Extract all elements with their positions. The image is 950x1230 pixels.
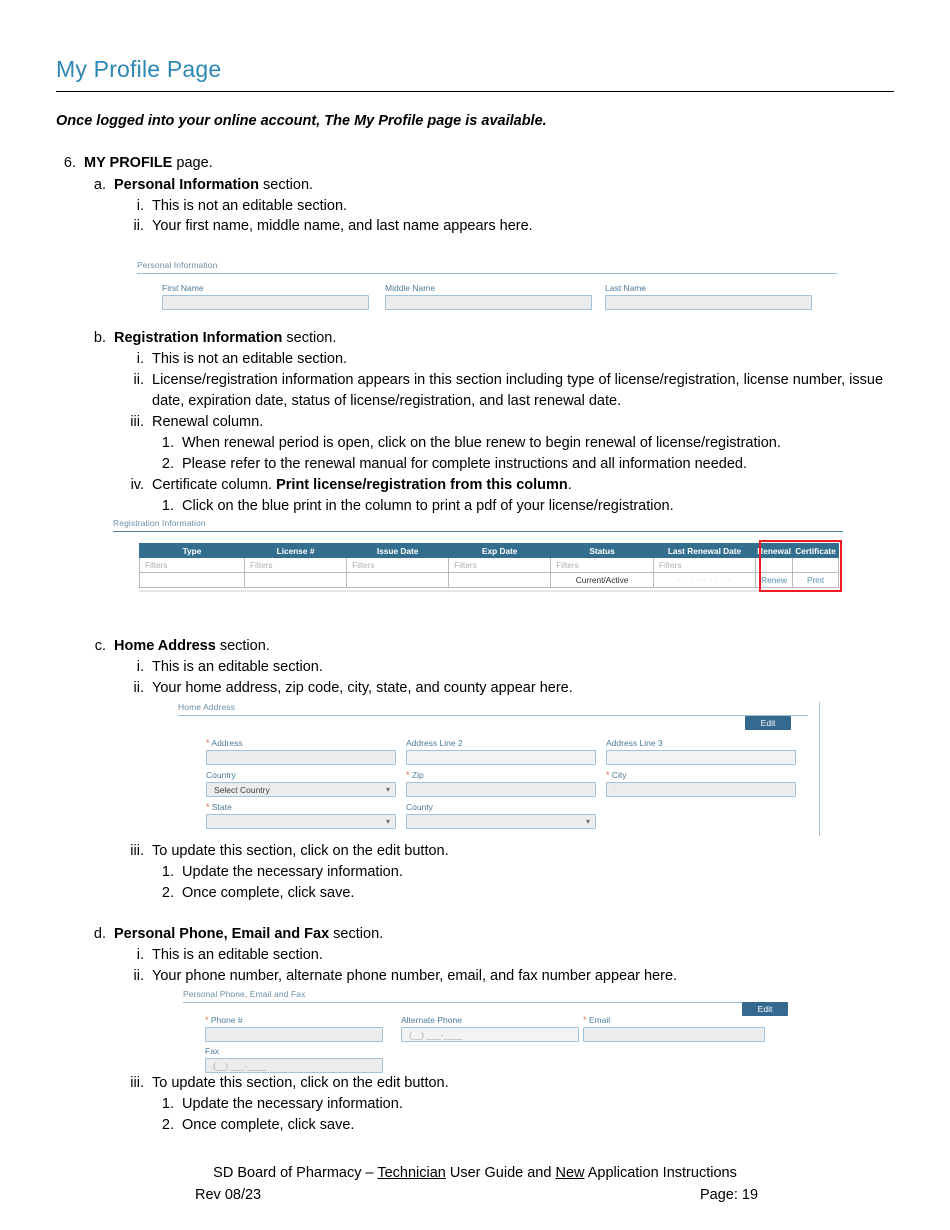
field-label: County [406, 802, 433, 812]
field-label: * State [206, 802, 232, 812]
list-marker: ii. [133, 218, 144, 234]
personal-phone-screenshot [183, 989, 793, 1073]
field-address [206, 738, 396, 765]
list-marker: 6. [63, 155, 76, 171]
footer-revision: Rev 08/23 [195, 1187, 262, 1203]
address-input[interactable] [206, 750, 396, 765]
list-marker: ii. [133, 372, 144, 388]
field-label: * Address [206, 738, 243, 748]
field-county [406, 802, 596, 829]
field-state [206, 802, 396, 829]
field-label: First Name [162, 283, 204, 293]
required-indicator: * [406, 770, 410, 780]
list-text: To update this section, click on the edit button. [152, 843, 449, 859]
list-item-6 [56, 153, 916, 174]
list-marker: 1. [161, 1096, 174, 1112]
list-marker: a. [93, 177, 106, 193]
filter-cell-last-renewal[interactable]: Filters [653, 558, 755, 573]
field-label: Last Name [605, 283, 647, 293]
required-indicator: * [606, 770, 610, 780]
filter-cell-exp-date[interactable]: Filters [449, 558, 551, 573]
list-marker: b. [93, 330, 106, 346]
address-line-2-input[interactable] [406, 750, 596, 765]
title-divider [56, 91, 894, 92]
list-text: Once complete, click save. [182, 885, 355, 901]
list-marker: 2. [161, 456, 174, 472]
column-header-type[interactable]: Type [140, 544, 245, 558]
field-alternate-phone [401, 1015, 579, 1042]
email-input[interactable] [583, 1027, 765, 1042]
phone-edit-button[interactable]: Edit [742, 1002, 788, 1016]
field-last-name [605, 283, 812, 310]
field-label: * Zip [406, 770, 424, 780]
list-text: To update this section, click on the edit button. [152, 1075, 449, 1091]
section-divider [178, 715, 808, 716]
column-header-exp-date[interactable]: Exp Date [449, 544, 551, 558]
field-address-line-2 [406, 738, 596, 765]
field-label: * City [606, 770, 627, 780]
list-text: Click on the blue print in the column to print a pdf of your license/registration. [182, 498, 674, 514]
home-address-screenshot [178, 702, 820, 836]
first-name-input[interactable] [162, 295, 369, 310]
field-label: * Phone # [205, 1015, 243, 1025]
list-marker: iii. [130, 1075, 144, 1091]
chevron-down-icon: ▾ [585, 817, 590, 826]
field-first-name [162, 283, 369, 310]
field-label: Country [206, 770, 236, 780]
list-item-d-iii-1 [154, 1094, 916, 1115]
registration-table [139, 543, 839, 588]
list-item-c-iii-1 [154, 862, 916, 883]
list-text: Please refer to the renewal manual for complete instructions and all information needed. [182, 456, 748, 472]
alternate-phone-mask: (__) ___-____ [409, 1030, 463, 1040]
state-select[interactable] [206, 814, 396, 829]
column-header-issue-date[interactable]: Issue Date [347, 544, 449, 558]
middle-name-input[interactable] [385, 295, 592, 310]
section-label: Home Address [178, 702, 235, 712]
column-header-renewal[interactable]: Renewal [757, 545, 791, 556]
field-label: Fax [205, 1046, 220, 1056]
list-item-b-iii-2 [154, 454, 916, 475]
print-link[interactable]: Print [793, 573, 839, 588]
list-marker: i. [136, 351, 144, 367]
column-header-license[interactable]: License # [244, 544, 346, 558]
list-marker: ii. [133, 680, 144, 696]
list-item-b [86, 328, 916, 349]
list-item-b-iv [118, 475, 916, 496]
field-fax [205, 1046, 383, 1073]
required-indicator: * [583, 1015, 587, 1025]
filter-cell-type[interactable]: Filters [140, 558, 245, 573]
column-header-status[interactable]: Status [551, 544, 654, 558]
footer-page-number: Page: 19 [700, 1187, 759, 1203]
city-input-value: : [613, 784, 616, 794]
section-label: Personal Information [137, 260, 218, 270]
list-item-d [86, 924, 916, 945]
field-label: Alternate Phone [401, 1015, 462, 1025]
field-city [606, 770, 796, 797]
list-item-c-i [118, 657, 916, 678]
list-marker: 1. [161, 498, 174, 514]
county-select[interactable] [406, 814, 596, 829]
alternate-phone-input[interactable] [401, 1027, 579, 1042]
phone-input[interactable] [205, 1027, 383, 1042]
list-item-b-iii-1 [154, 433, 916, 454]
table-row [140, 573, 839, 588]
chevron-down-icon: ▾ [385, 785, 390, 794]
field-phone [205, 1015, 383, 1042]
last-name-input[interactable] [605, 295, 812, 310]
list-item-a-i [118, 196, 916, 217]
list-marker: i. [136, 947, 144, 963]
section-divider [183, 1002, 785, 1003]
list-text: Update the necessary information. [182, 1096, 403, 1112]
list-text: When renewal period is open, click on the blue renew to begin renewal of license/registration. [182, 435, 781, 451]
required-indicator: * [205, 1015, 209, 1025]
section-divider [137, 273, 837, 274]
field-zip [406, 770, 596, 797]
list-item-c-iii-2 [154, 883, 916, 904]
cell-issue-date [347, 573, 449, 588]
list-text: Your first name, middle name, and last name appears here. [152, 218, 533, 234]
cell-last-renewal: · · · · · · · · · [653, 573, 755, 588]
lead-paragraph: Once logged into your online account, The My Profile page is available. [56, 113, 547, 129]
list-marker: iii. [130, 414, 144, 430]
country-select[interactable] [206, 782, 396, 797]
country-select-value: Select Country [214, 785, 270, 795]
list-marker: d. [93, 926, 106, 942]
list-text: Home Address section. [114, 638, 270, 654]
filter-cell-license[interactable]: Filters [244, 558, 346, 573]
fax-input[interactable] [205, 1058, 383, 1073]
list-marker: iii. [130, 843, 144, 859]
list-text: This is not an editable section. [152, 351, 348, 367]
section-divider [113, 531, 843, 532]
list-marker: 1. [161, 864, 174, 880]
zip-input[interactable] [406, 782, 596, 797]
required-indicator: * [206, 738, 210, 748]
home-address-edit-button[interactable]: Edit [745, 716, 791, 730]
field-middle-name [385, 283, 592, 310]
list-text: This is an editable section. [152, 947, 323, 963]
list-marker: 1. [161, 435, 174, 451]
table-filter-row [140, 558, 839, 573]
cell-type [140, 573, 245, 588]
field-address-line-3 [606, 738, 796, 765]
list-item-b-ii [118, 370, 916, 412]
list-item-b-i [118, 349, 916, 370]
footer-underline-new: New [555, 1165, 585, 1181]
table-bottom-edge [139, 590, 839, 592]
list-text: Your home address, zip code, city, state, and county appear here. [152, 680, 573, 696]
list-text: MY PROFILE page. [84, 155, 213, 171]
field-label: * Email [583, 1015, 611, 1025]
registration-information-screenshot [113, 518, 843, 532]
column-header-last-renewal[interactable]: Last Renewal Date [653, 544, 755, 558]
section-label: Personal Phone, Email and Fax [183, 989, 306, 999]
list-text: Registration Information section. [114, 330, 337, 346]
list-item-a-ii [118, 216, 916, 237]
list-item-b-iv-1 [154, 496, 916, 517]
list-text: Once complete, click save. [182, 1117, 355, 1133]
list-text: Your phone number, alternate phone number, email, and fax number appear here. [152, 968, 678, 984]
list-text: Personal Information section. [114, 177, 314, 193]
list-item-d-i [118, 945, 916, 966]
fax-mask: (__) ___-____ [213, 1061, 267, 1071]
filter-cell-renewal [756, 558, 793, 573]
list-marker: i. [136, 198, 144, 214]
list-item-c-iii [118, 841, 916, 862]
list-item-a [86, 175, 916, 196]
list-item-b-iii [118, 412, 916, 433]
footer-title: SD Board of Pharmacy – Technician User Guide and New Application Instructions [213, 1165, 737, 1181]
section-label: Registration Information [113, 518, 206, 528]
field-email [583, 1015, 765, 1042]
cell-license [244, 573, 346, 588]
filter-cell-status[interactable]: Filters [551, 558, 654, 573]
list-marker: ii. [133, 968, 144, 984]
column-header-certificate[interactable]: Certificate [793, 544, 839, 558]
list-text: Update the necessary information. [182, 864, 403, 880]
filter-cell-issue-date[interactable]: Filters [347, 558, 449, 573]
required-indicator: * [206, 802, 210, 812]
list-text: This is an editable section. [152, 659, 323, 675]
city-input[interactable] [606, 782, 796, 797]
field-label: Middle Name [385, 283, 436, 293]
field-label: Address Line 3 [606, 738, 663, 748]
renew-link[interactable]: Renew [756, 573, 793, 588]
footer-underline-technician: Technician [377, 1165, 446, 1181]
page-title: My Profile Page [56, 56, 222, 82]
filter-cell-certificate [793, 558, 839, 573]
list-item-d-iii [118, 1073, 916, 1094]
field-label: Address Line 2 [406, 738, 463, 748]
personal-information-screenshot [137, 260, 837, 323]
address-line-3-input[interactable] [606, 750, 796, 765]
list-text: License/registration information appears in this section including type of license/registration, license number, issue date, expiration date, status of license/registration, and last renewal date. [152, 372, 884, 409]
list-marker: iv. [130, 477, 144, 493]
list-marker: 2. [161, 885, 174, 901]
list-item-d-ii [118, 966, 916, 987]
list-item-c [86, 636, 916, 657]
list-text: Renewal column. [152, 414, 264, 430]
cell-exp-date [449, 573, 551, 588]
list-text: Personal Phone, Email and Fax section. [114, 926, 384, 942]
list-marker: 2. [161, 1117, 174, 1133]
table-header-row [140, 544, 839, 558]
cell-status: Current/Active [551, 573, 654, 588]
list-marker: i. [136, 659, 144, 675]
list-text: This is not an editable section. [152, 198, 348, 214]
field-country [206, 770, 396, 797]
chevron-down-icon: ▾ [385, 817, 390, 826]
list-item-d-iii-2 [154, 1115, 916, 1136]
list-text: Certificate column. Print license/registration from this column. [152, 477, 572, 493]
list-item-c-ii [118, 678, 916, 699]
list-marker: c. [94, 638, 106, 654]
